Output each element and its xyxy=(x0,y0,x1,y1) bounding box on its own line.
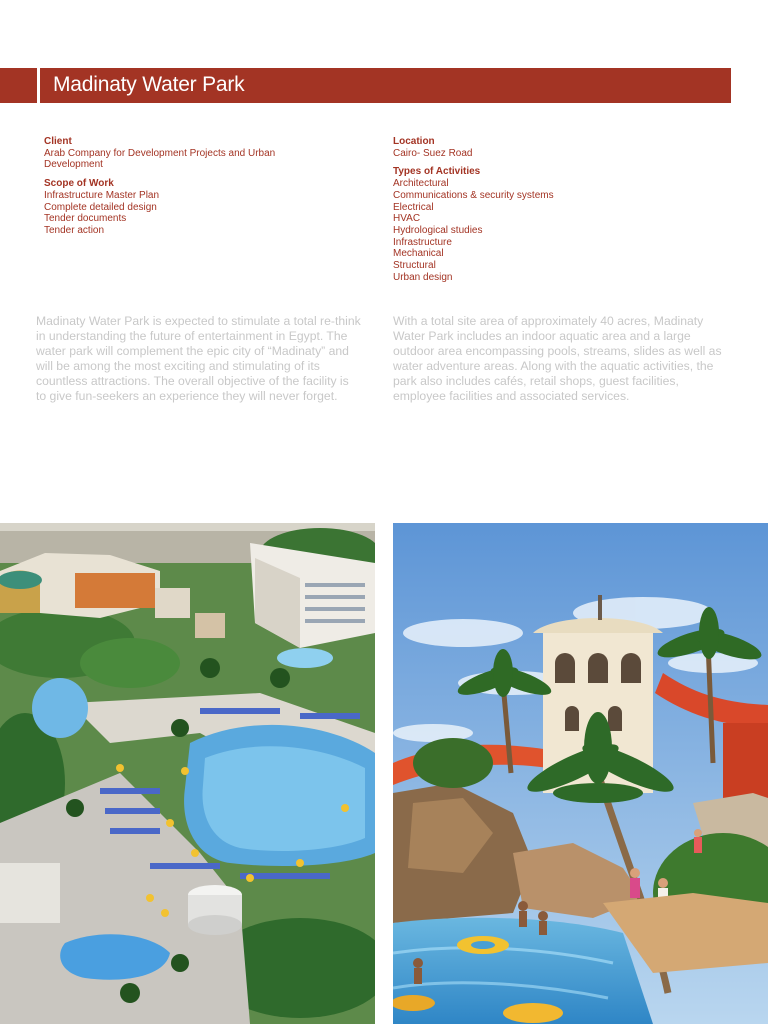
client-value: Arab Company for Development Projects and Urban Development xyxy=(44,147,276,171)
location-label: Location xyxy=(393,136,435,147)
lazy-river-rendering-image xyxy=(393,523,768,1024)
activity-item: Electrical xyxy=(393,201,434,213)
title-bar xyxy=(0,68,731,103)
scope-item: Tender action xyxy=(44,224,105,236)
activity-item: HVAC xyxy=(393,213,421,225)
aerial-rendering-image xyxy=(0,523,375,1024)
page-title: Madinaty Water Park xyxy=(53,73,245,96)
activities-label: Types of Activities xyxy=(393,166,481,178)
description-right: With a total site area of approximately 40 acres, Madinaty Water Park includes an indoor aquatic area and a large outdoor area encompassing pools, streams, slides as well as water adventure areas. Along with the aquatic activities, the park also includes cafés, retail shops, guest facilities, employee facilities and associated services. xyxy=(393,314,722,403)
scope-item: Infrastructure Master Plan xyxy=(44,189,160,201)
title-accent-line xyxy=(37,68,40,103)
scope-item: Tender documents xyxy=(44,213,127,225)
activity-item: Hydrological studies xyxy=(393,224,483,236)
activity-item: Communications & security systems xyxy=(393,189,554,201)
project-details-right xyxy=(393,136,693,283)
scope-label: Scope of Work xyxy=(44,178,114,190)
client-label: Client xyxy=(44,136,72,147)
scope-item: Complete detailed design xyxy=(44,201,157,213)
location-value: Cairo- Suez Road xyxy=(393,147,473,159)
activity-item: Infrastructure xyxy=(393,236,452,248)
activity-item: Urban design xyxy=(393,271,453,283)
activity-item: Structural xyxy=(393,260,436,272)
project-details-left xyxy=(44,136,324,237)
activity-item: Architectural xyxy=(393,178,449,190)
activity-item: Mechanical xyxy=(393,248,444,260)
description-left: Madinaty Water Park is expected to stimulate a total re-think in understanding the future of entertainment in Egypt. The water park will complement the epic city of “Madinaty” and will be among the most exciting and stimulating of its countless attractions. The overall objective of the facility is to give fun-seekers an experience they will never forget. xyxy=(36,314,361,403)
